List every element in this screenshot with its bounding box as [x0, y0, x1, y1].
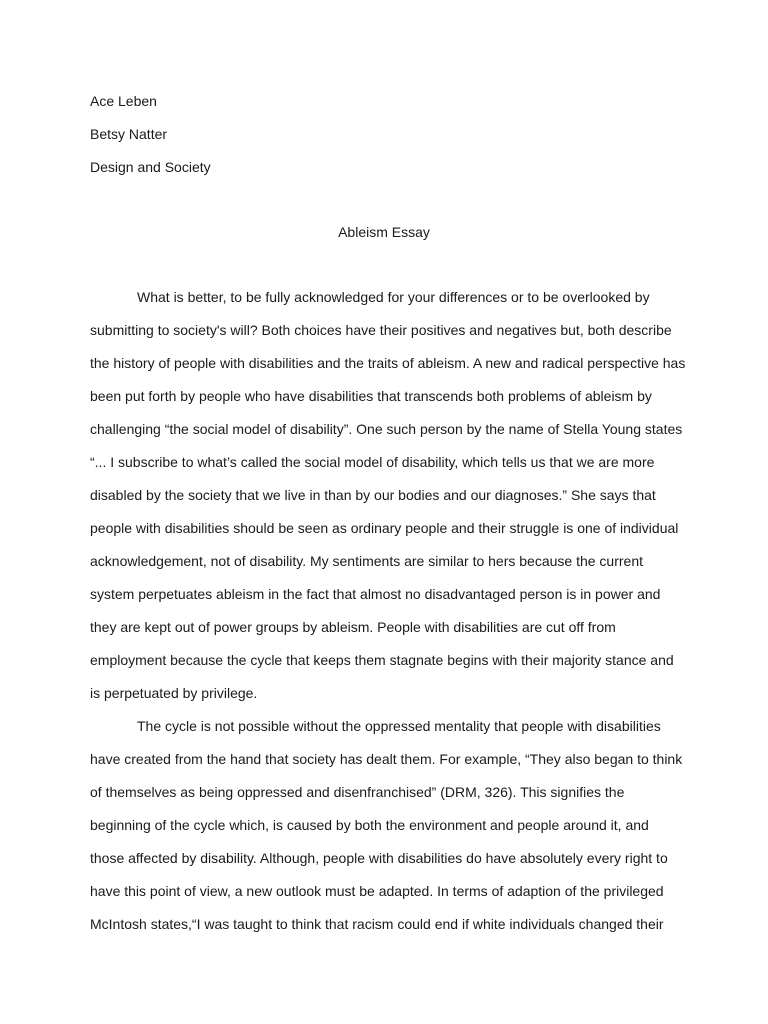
paragraph-1-line: What is better, to be fully acknowledged for your differences or to be overlooked by: [137, 289, 650, 305]
paragraph-1-line: been put forth by people who have disabilities that transcends both problems of ableism by: [90, 388, 652, 404]
paragraph-2-line: beginning of the cycle which, is caused by both the environment and people around it, and: [90, 817, 649, 833]
paragraph-1-line: is perpetuated by privilege.: [90, 685, 258, 701]
paragraph-1-line: system perpetuates ableism in the fact that almost no disadvantaged person is in power and: [90, 586, 661, 602]
paragraph-2-line: have created from the hand that society has dealt them. For example, “They also began to think: [90, 751, 683, 767]
paragraph-1-line: employment because the cycle that keeps them stagnate begins with their majority stance and: [90, 652, 674, 668]
course-name: Design and Society: [90, 159, 211, 175]
paragraph-2-line: The cycle is not possible without the oppressed mentality that people with disabilities: [137, 718, 661, 734]
paragraph-1-line: disabled by the society that we live in than by our bodies and our diagnoses.” She says that: [90, 487, 656, 503]
paragraph-1-line: they are kept out of power groups by ableism. People with disabilities are cut off from: [90, 619, 616, 635]
paragraph-1-line: challenging “the social model of disability”. One such person by the name of Stella Young states: [90, 421, 683, 437]
paragraph-2-line: those affected by disability. Although, people with disabilities do have absolutely every right to: [90, 850, 668, 866]
paragraph-1-line: the history of people with disabilities and the traits of ableism. A new and radical perspective has: [90, 355, 686, 371]
paragraph-1-line: acknowledgement, not of disability. My sentiments are similar to hers because the current: [90, 553, 643, 569]
author-name: Ace Leben: [90, 93, 157, 109]
paragraph-1-line: submitting to society's will? Both choices have their positives and negatives but, both describe: [90, 322, 672, 338]
instructor-name: Betsy Natter: [90, 126, 168, 142]
paragraph-2-line: have this point of view, a new outlook must be adapted. In terms of adaption of the privileged: [90, 883, 664, 899]
paragraph-1-line: people with disabilities should be seen as ordinary people and their struggle is one of individual: [90, 520, 679, 536]
paragraph-2-line: of themselves as being oppressed and disenfranchised” (DRM, 326). This signifies the: [90, 784, 625, 800]
essay-body: [90, 281, 690, 941]
paragraph-2-line: McIntosh states,“I was taught to think that racism could end if white individuals changed their: [90, 916, 664, 932]
paragraph-1-line: “... I subscribe to what’s called the social model of disability, which tells us that we are more: [90, 454, 655, 470]
essay-title: Ableism Essay: [338, 224, 430, 240]
